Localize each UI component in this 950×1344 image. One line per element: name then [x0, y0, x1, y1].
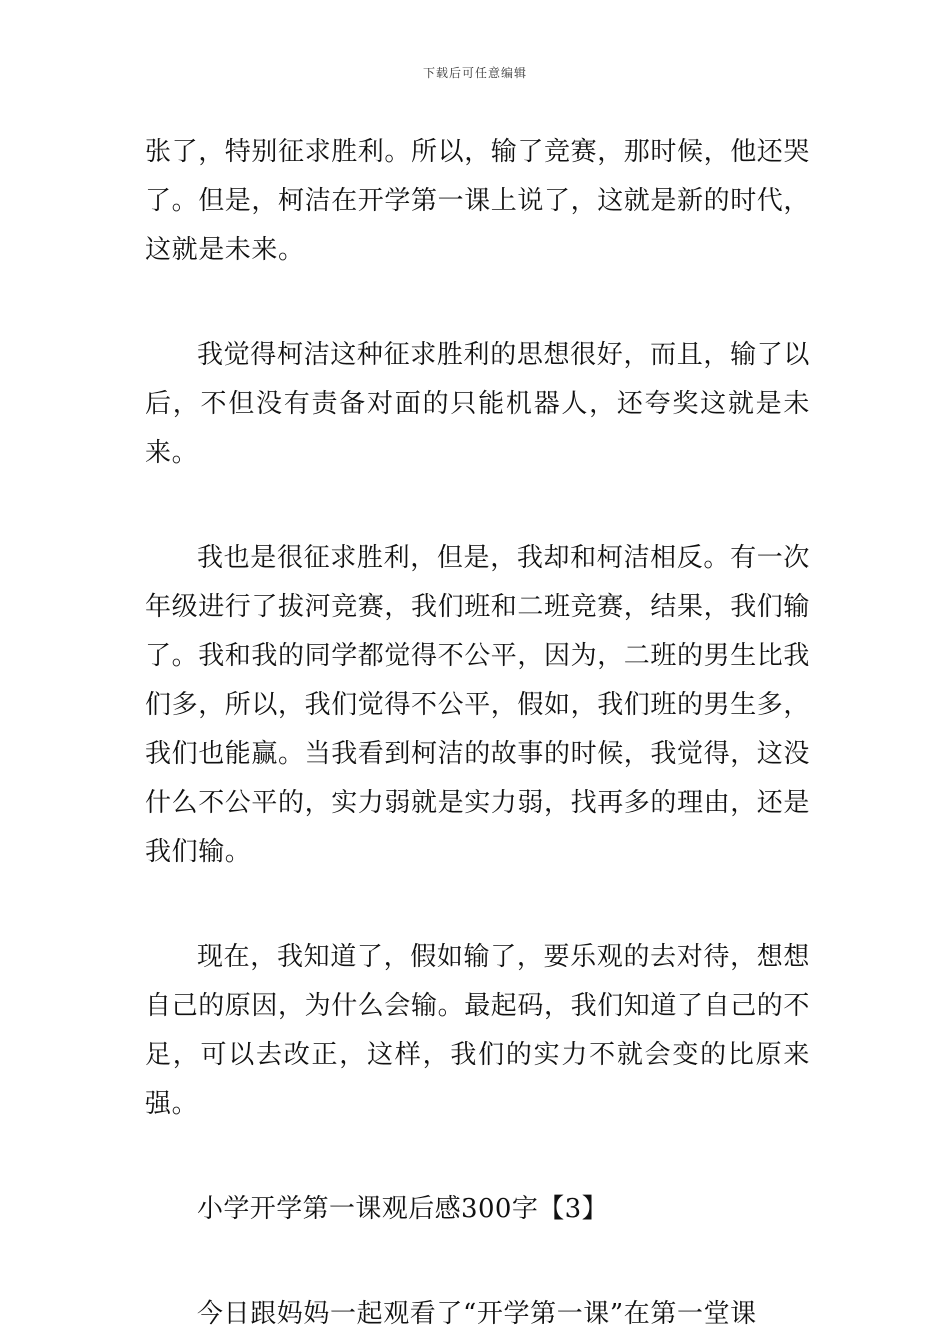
paragraph-5: 今日跟妈妈一起观看了“开学第一课”在第一堂课: [197, 1299, 757, 1329]
paragraph-1: 张了，特别征求胜利。所以，输了竞赛，那时候，他还哭了。但是，柯洁在开学第一课上说了，这就是新的时代，这就是未来。: [145, 137, 811, 265]
paragraph-4: 现在，我知道了，假如输了，要乐观的去对待，想想自己的原因，为什么会输。最起码，我们知道了自己的不足，可以去改正，这样，我们的实力不就会变的比原来强。: [145, 942, 811, 1119]
section-title: 小学开学第一课观后感300字【3】: [197, 1194, 608, 1224]
paragraph-gap: [145, 1234, 810, 1290]
paragraph-gap: [145, 1129, 810, 1185]
document-body: [145, 128, 810, 1339]
paragraph-gap: [145, 877, 810, 933]
page-header: 下载后可任意编辑: [422, 66, 527, 80]
paragraph-gap: [145, 275, 810, 331]
paragraph-2: 我觉得柯洁这种征求胜利的思想很好，而且，输了以后，不但没有责备对面的只能机器人，还夸奖这就是未来。: [145, 340, 810, 468]
paragraph-3: 我也是很征求胜利，但是，我却和柯洁相反。有一次年级进行了拔河竞赛，我们班和二班竞赛，结果，我们输了。我和我的同学都觉得不公平，因为，二班的男生比我们多，所以，我们觉得不公平，假如，我们班的男生多，我们也能赢。当我看到柯洁的故事的时候，我觉得，这没什么不公平的，实力弱就是实力弱，找再多的理由，还是我们输。: [145, 543, 811, 867]
paragraph-gap: [145, 478, 810, 534]
